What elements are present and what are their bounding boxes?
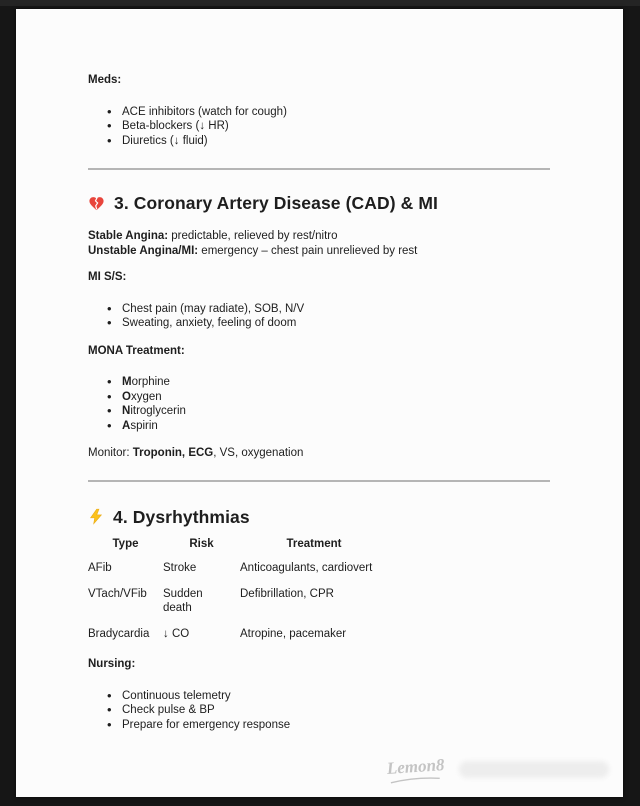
notes-page <box>16 9 623 797</box>
monitor-bold: Troponin, ECG <box>132 447 214 459</box>
list-item: • ACE inhibitors (watch for cough) <box>88 105 550 120</box>
watermark <box>387 757 609 781</box>
section-title: 4. Dysrhythmias <box>113 506 250 527</box>
list-item <box>88 404 550 419</box>
list-item <box>88 390 550 405</box>
monitor-line <box>88 446 550 461</box>
mona-rest: orphine <box>131 376 170 388</box>
column-header: Risk <box>189 537 214 550</box>
list-item <box>88 375 550 390</box>
list-item <box>88 419 550 434</box>
term-desc: emergency – chest pain unrelieved by rest <box>198 245 418 257</box>
mona-lead: N <box>122 405 131 417</box>
mona-lead: A <box>122 419 131 432</box>
angina-block <box>88 229 550 259</box>
mona-rest: spirin <box>130 419 158 432</box>
table-row <box>88 627 388 653</box>
nursing-label: Nursing: <box>88 658 136 670</box>
list-item: • Check pulse & BP <box>88 703 550 718</box>
mona-lead: O <box>122 390 131 403</box>
cell-type: AFib <box>88 562 112 574</box>
list-item: • Continuous telemetry <box>88 689 550 704</box>
stable-angina-line <box>88 229 550 244</box>
list-item: • Chest pain (may radiate), SOB, N/V <box>88 302 550 317</box>
blurred-username-watermark <box>459 761 609 778</box>
monitor-rest: , VS, oxygenation <box>213 447 304 459</box>
lightning-bolt-icon <box>88 508 104 525</box>
section-heading-cad <box>88 193 550 213</box>
broken-heart-icon <box>88 195 105 212</box>
list-item: • Sweating, anxiety, feeling of doom <box>88 316 550 331</box>
mona-rest: xygen <box>130 390 162 403</box>
term-label: Stable Angina: <box>88 230 169 242</box>
term-label: Unstable Angina/MI: <box>88 245 199 257</box>
term-desc: predictable, relieved by rest/nitro <box>168 230 338 242</box>
column-header: Type <box>112 537 139 550</box>
list-item: • Prepare for emergency response <box>88 718 550 733</box>
table-row <box>88 561 388 587</box>
list-item: • Beta-blockers (↓ HR) <box>88 119 550 134</box>
lemon8-logo: Lemon8 <box>387 755 446 783</box>
mona-label: MONA Treatment: <box>88 344 185 357</box>
section-divider <box>88 168 550 170</box>
section-divider <box>88 480 550 482</box>
logo-underline-swoosh <box>390 775 442 785</box>
cell-type: VTach/VFib <box>88 587 147 600</box>
cell-type: Bradycardia <box>88 627 150 640</box>
section-title: 3. Coronary Artery Disease (CAD) & MI <box>114 193 438 213</box>
notes-content <box>88 9 550 732</box>
mi-ss-label: MI S/S: <box>88 271 127 283</box>
mona-lead: M <box>122 376 132 388</box>
meds-list <box>88 105 550 149</box>
table-row <box>88 587 388 627</box>
cell-treatment: Atropine, pacemaker <box>240 627 347 640</box>
cell-risk: Sudden death <box>163 587 203 614</box>
cell-risk: Stroke <box>163 562 197 574</box>
cell-risk: ↓ CO <box>163 627 190 640</box>
list-item: • Diuretics (↓ fluid) <box>88 134 550 149</box>
section-heading-dysrhythmias <box>88 507 550 527</box>
mi-ss-list <box>88 302 550 331</box>
dysrhythmias-table <box>88 537 388 653</box>
mona-list <box>88 375 550 433</box>
mona-rest: itroglycerin <box>130 405 186 417</box>
table-header-row <box>88 537 388 562</box>
column-header: Treatment <box>286 537 342 550</box>
unstable-angina-line <box>88 244 550 259</box>
cell-treatment: Defibrillation, CPR <box>240 587 334 600</box>
nursing-list <box>88 689 550 733</box>
monitor-prefix: Monitor: <box>88 447 133 459</box>
meds-label: Meds: <box>88 74 122 86</box>
top-strip <box>0 0 640 6</box>
cell-treatment: Anticoagulants, cardiovert <box>240 562 373 574</box>
